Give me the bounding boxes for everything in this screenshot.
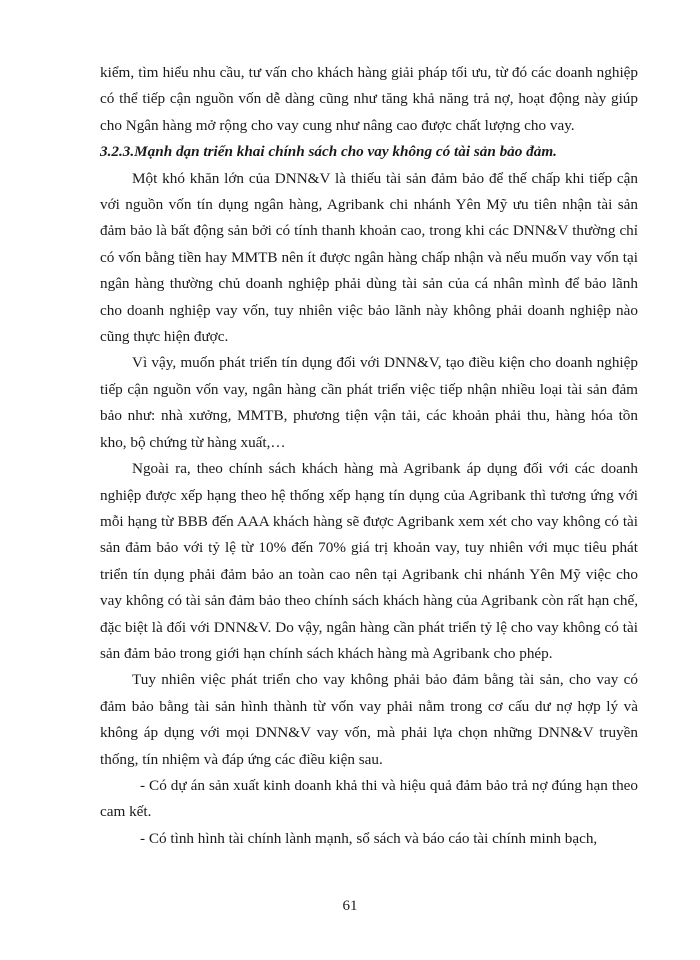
paragraph-collateral-types: Vì vậy, muốn phát triển tín dụng đối với DNN&V, tạo điều kiện cho doanh nghiệp tiếp cận nguồn vốn vay, ngân hàng cần phát triển việc tiếp nhận nhiều loại tài sản đảm bảo như: nhà xưởng, MMTB, phương tiện vận tải, các khoản phải thu, hàng hóa tồn kho, bộ chứng từ hàng xuất,… bbox=[100, 354, 638, 451]
page-number: 61 bbox=[342, 898, 358, 914]
page-body bbox=[100, 60, 638, 852]
paragraph-customer-policy: Ngoài ra, theo chính sách khách hàng mà Agribank áp dụng đối với các doanh nghiệp được xếp hạng theo hệ thống xếp hạng tín dụng của Agribank thì tương ứng với mỗi hạng từ BBB đến AAA khách hàng sẽ được Agribank xem xét cho vay không có tài sản đảm bảo với tỷ lệ từ 10% đến 70% giá trị khoản vay, tuy nhiên với mục tiêu phát triển tín dụng phải đảm bảo an toàn cao nên tại Agribank chi nhánh Yên Mỹ việc cho vay không có tài sản đảm bảo theo chính sách khách hàng của Agribank còn rất hạn chế, đặc biệt là đối với DNN&V. Do vậy, ngân hàng cần phát triển tỷ lệ cho vay không có tài sản đảm bảo trong giới hạn chính sách khách hàng mà Agribank cho phép. bbox=[100, 460, 638, 662]
section-heading: 3.2.3.Mạnh dạn triển khai chính sách cho vay không có tài sản bảo đảm. bbox=[100, 143, 557, 161]
paragraph-conditions-intro: Tuy nhiên việc phát triển cho vay không phải bảo đảm bằng tài sản, cho vay có đảm bảo bằng tài sản hình thành từ vốn vay phải nằm trong cơ cấu dư nợ hợp lý và không áp dụng với mọi DNN&V vay vốn, mà phải lựa chọn những DNN&V truyền thống, tín nhiệm và đáp ứng các điều kiện sau. bbox=[100, 671, 638, 768]
paragraph-continuation: kiểm, tìm hiểu nhu cầu, tư vấn cho khách hàng giải pháp tối ưu, từ đó các doanh nghiệp có thể tiếp cận nguồn vốn dễ dàng cũng như tăng khả năng trả nợ, hoạt động này giúp cho Ngân hàng mở rộng cho vay cung như nâng cao được chất lượng cho vay. bbox=[100, 64, 638, 134]
bullet-feasible-project: - Có dự án sản xuất kinh doanh khả thi và hiệu quả đảm bảo trả nợ đúng hạn theo cam kết. bbox=[100, 776, 638, 821]
paragraph-collateral-difficulty: Một khó khăn lớn của DNN&V là thiếu tài sản đảm bảo để thế chấp khi tiếp cận với nguồn vốn tín dụng ngân hàng, Agribank chi nhánh Yên Mỹ ưu tiên nhận tài sản đảm bảo là bất động sản bởi có tính thanh khoản cao, trong khi các DNN&V thường chỉ có vốn bằng tiền hay MMTB nên ít được ngân hàng chấp nhận và nếu muốn vay vốn tại ngân hàng thường chủ doanh nghiệp phải dùng tài sản của cá nhân mình để bảo lãnh cho doanh nghiệp vay vốn, tuy nhiên việc bảo lãnh này không phải doanh nghiệp nào cũng thực hiện được. bbox=[100, 169, 638, 346]
bullet-healthy-finance: - Có tình hình tài chính lành mạnh, sổ sách và báo cáo tài chính minh bạch, bbox=[140, 829, 598, 847]
